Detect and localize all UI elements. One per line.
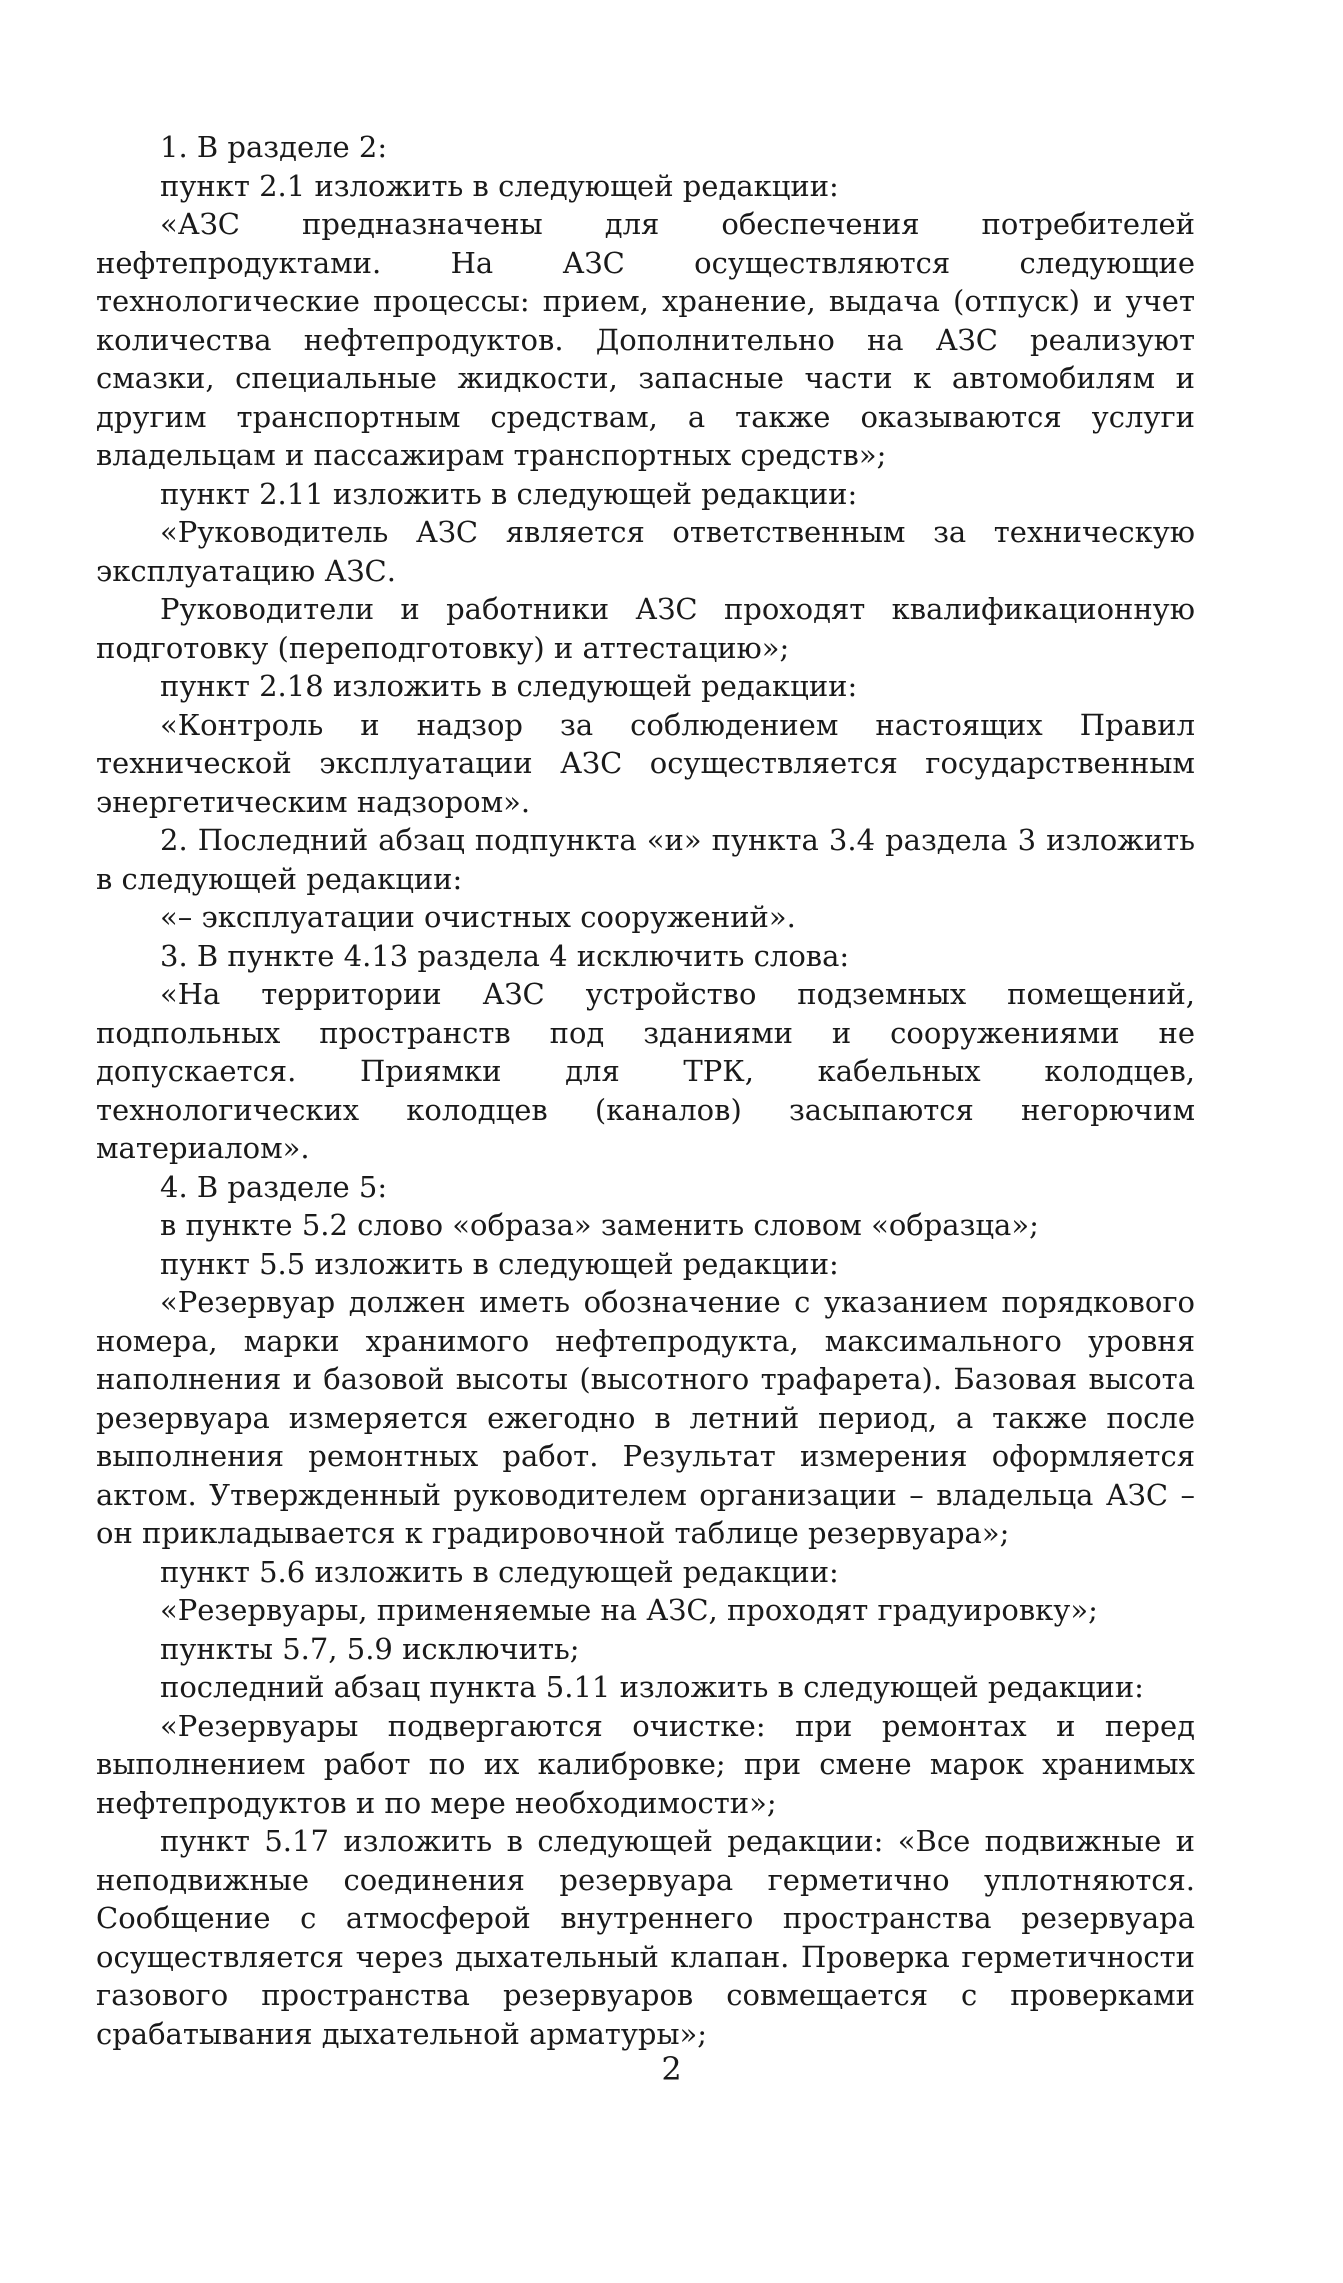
paragraph: «Руководитель АЗС является ответственным за техническую эксплуатацию АЗС. xyxy=(96,515,1195,588)
paragraph: Руководители и работники АЗС проходят квалификационную подготовку (переподготовку) и аттестацию»; xyxy=(96,592,1195,665)
paragraph: 1. В разделе 2: xyxy=(160,130,388,164)
paragraph: пункт 2.1 изложить в следующей редакции: xyxy=(160,168,839,203)
paragraph: «Резервуары, применяемые на АЗС, проходят градуировку»; xyxy=(160,1593,1098,1627)
page-number: 2 xyxy=(661,2050,682,2088)
paragraph: «АЗС предназначены для обеспечения потребителей нефтепродуктами. На АЗС осуществляются следующие технологические процессы: прием, хранение, выдача (отпуск) и учет количества нефтепродуктов. Дополнительно на АЗС реализуют смазки, специальные жидкости, запасные части к автомобилям и другим транспортным средствам, а также оказываются услуги владельцам и пассажирам транспортных средств»; xyxy=(96,207,1195,472)
paragraph: «– эксплуатации очистных сооружений». xyxy=(160,900,796,934)
paragraph: «На территории АЗС устройство подземных помещений, подпольных пространств под зданиями и сооружениями не допускается. Приямки для ТРК, кабельных колодцев, технологических колодцев (каналов) засыпаются негорючим материалом». xyxy=(96,977,1195,1165)
paragraph: пункты 5.7, 5.9 исключить; xyxy=(160,1631,580,1666)
paragraph: 2. Последний абзац подпункта «и» пункта 3.4 раздела 3 изложить в следующей редакции: xyxy=(96,823,1195,896)
paragraph: пункт 2.11 изложить в следующей редакции: xyxy=(160,476,858,511)
paragraph: 4. В разделе 5: xyxy=(160,1169,388,1204)
paragraph: «Резервуар должен иметь обозначение с указанием порядкового номера, марки хранимого нефтепродукта, максимального уровня наполнения и базовой высоты (высотного трафарета). Базовая высота резервуара измеряется ежегодно в летний период, а также после выполнения ремонтных работ. Результат измерения оформляется актом. Утвержденный руководителем организации – владельца АЗС – он прикладывается к градировочной таблице резервуара»; xyxy=(96,1285,1195,1550)
paragraph: «Контроль и надзор за соблюдением настоящих Правил технической эксплуатации АЗС осуществляется государственным энергетическим надзором». xyxy=(96,707,1195,819)
paragraph: в пункте 5.2 слово «образа» заменить словом «образца»; xyxy=(160,1208,1039,1242)
paragraph: пункт 5.5 изложить в следующей редакции: xyxy=(160,1246,839,1281)
paragraph: 3. В пункте 4.13 раздела 4 исключить слова: xyxy=(160,938,850,973)
paragraph: пункт 5.6 изложить в следующей редакции: xyxy=(160,1554,839,1589)
paragraph: пункт 5.17 изложить в следующей редакции: «Все подвижные и неподвижные соединения резервуара герметично уплотняются. Сообщение с атмосферой внутреннего пространства резервуара осуществляется через дыхательный клапан. Проверка герметичности газового пространства резервуаров совмещается с проверками срабатывания дыхательной арматуры»; xyxy=(96,1824,1195,2051)
document-body xyxy=(96,128,1195,2053)
paragraph: пункт 2.18 изложить в следующей редакции: xyxy=(160,669,858,703)
paragraph: последний абзац пункта 5.11 изложить в следующей редакции: xyxy=(160,1670,1144,1704)
paragraph: «Резервуары подвергаются очистке: при ремонтах и перед выполнением работ по их калибровке; при смене марок хранимых нефтепродуктов и по мере необходимости»; xyxy=(96,1708,1195,1820)
